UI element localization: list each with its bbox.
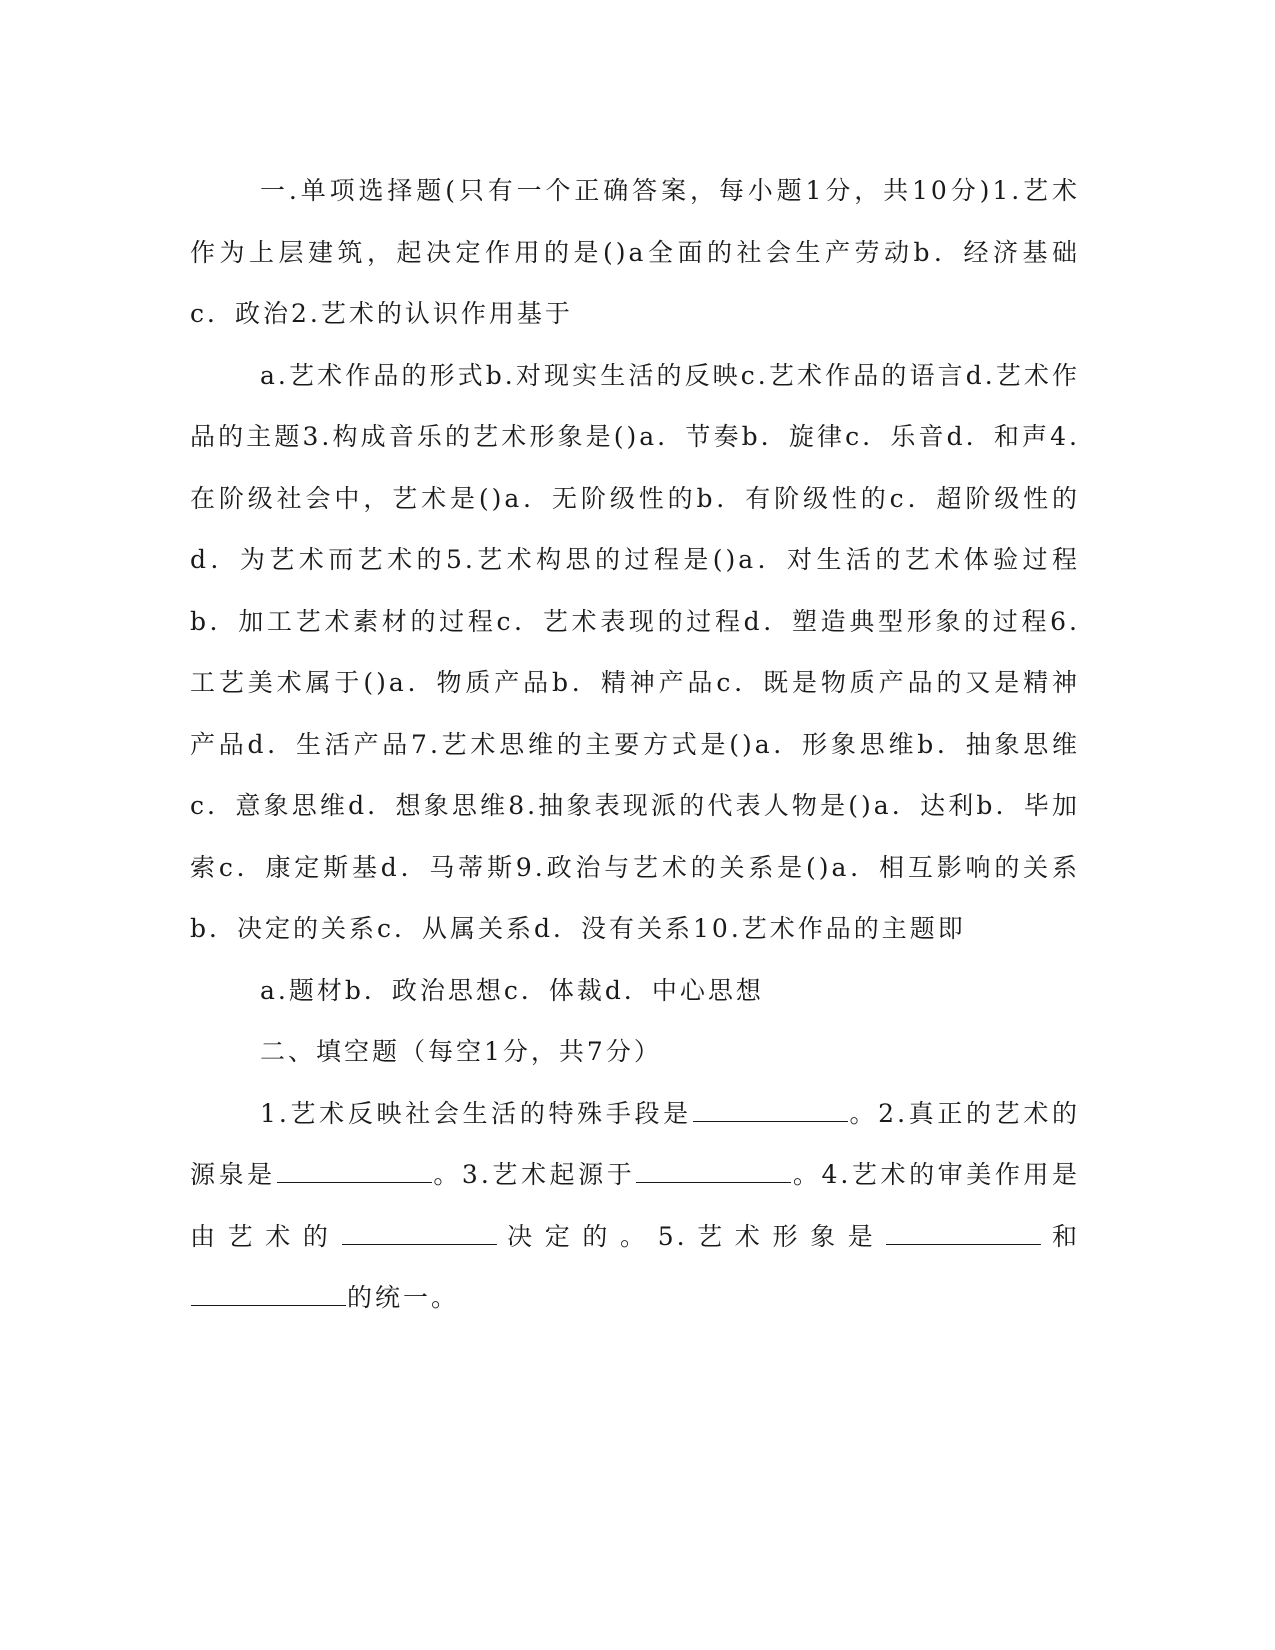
fill-text-6: 和 [1042, 1221, 1080, 1251]
answer-blank-4 [342, 1224, 497, 1245]
question-10-options: a.题材b．政治思想c．体裁d．中心思想 [260, 975, 764, 1005]
answer-blank-6 [191, 1285, 346, 1306]
multiple-choice-questions: 一.单项选择题(只有一个正确答案，每小题1分，共10分)1.艺术作为上层建筑，起决定作用的是()a全面的社会生产劳动b．经济基础c．政治2.艺术的认识作用基于 [190, 176, 1080, 328]
answer-blank-1 [693, 1101, 848, 1122]
fill-in-questions [190, 1083, 1080, 1329]
fill-text-3: 。3.艺术起源于 [432, 1160, 636, 1189]
answer-blank-2 [277, 1162, 432, 1183]
fill-text-5: 决定的。5.艺术形象是 [497, 1221, 886, 1251]
fill-in-section-heading: 二、填空题（每空1分，共7分） [260, 1037, 662, 1066]
fill-text-4: 。4.艺术的审美作用是由艺术的 [190, 1160, 1080, 1251]
multiple-choice-questions-continued: a.艺术作品的形式b.对现实生活的反映c.艺术作品的语言d.艺术作品的主题3.构成音乐的艺术形象是()a．节奏b．旋律c．乐音d．和声4.在阶级社会中，艺术是()a．无阶级性的b．有阶级性的c．超阶级性的d．为艺术而艺术的5.艺术构思的过程是()a．对生活的艺术体验过程b．加工艺术素材的过程c．艺术表现的过程d．塑造典型形象的过程6.工艺美术属于()a．物质产品b．精神产品c．既是物质产品的又是精神产品d．生活产品7.艺术思维的主要方式是()a．形象思维b．抽象思维c．意象思维d．想象思维8.抽象表现派的代表人物是()a．达利b．毕加索c．康定斯基d．马蒂斯9.政治与艺术的关系是()a．相互影响的关系b．决定的关系c．从属关系d．没有关系10.艺术作品的主题即 [190, 360, 1080, 943]
document-body [190, 160, 1080, 1329]
fill-text-1: 1.艺术反映社会生活的特殊手段是 [260, 1098, 692, 1128]
answer-blank-3 [636, 1162, 791, 1183]
fill-text-7: 的统一。 [347, 1283, 460, 1312]
fill-text-2: 。2.真正的艺术的源泉是 [190, 1098, 1080, 1189]
answer-blank-5 [886, 1224, 1041, 1245]
